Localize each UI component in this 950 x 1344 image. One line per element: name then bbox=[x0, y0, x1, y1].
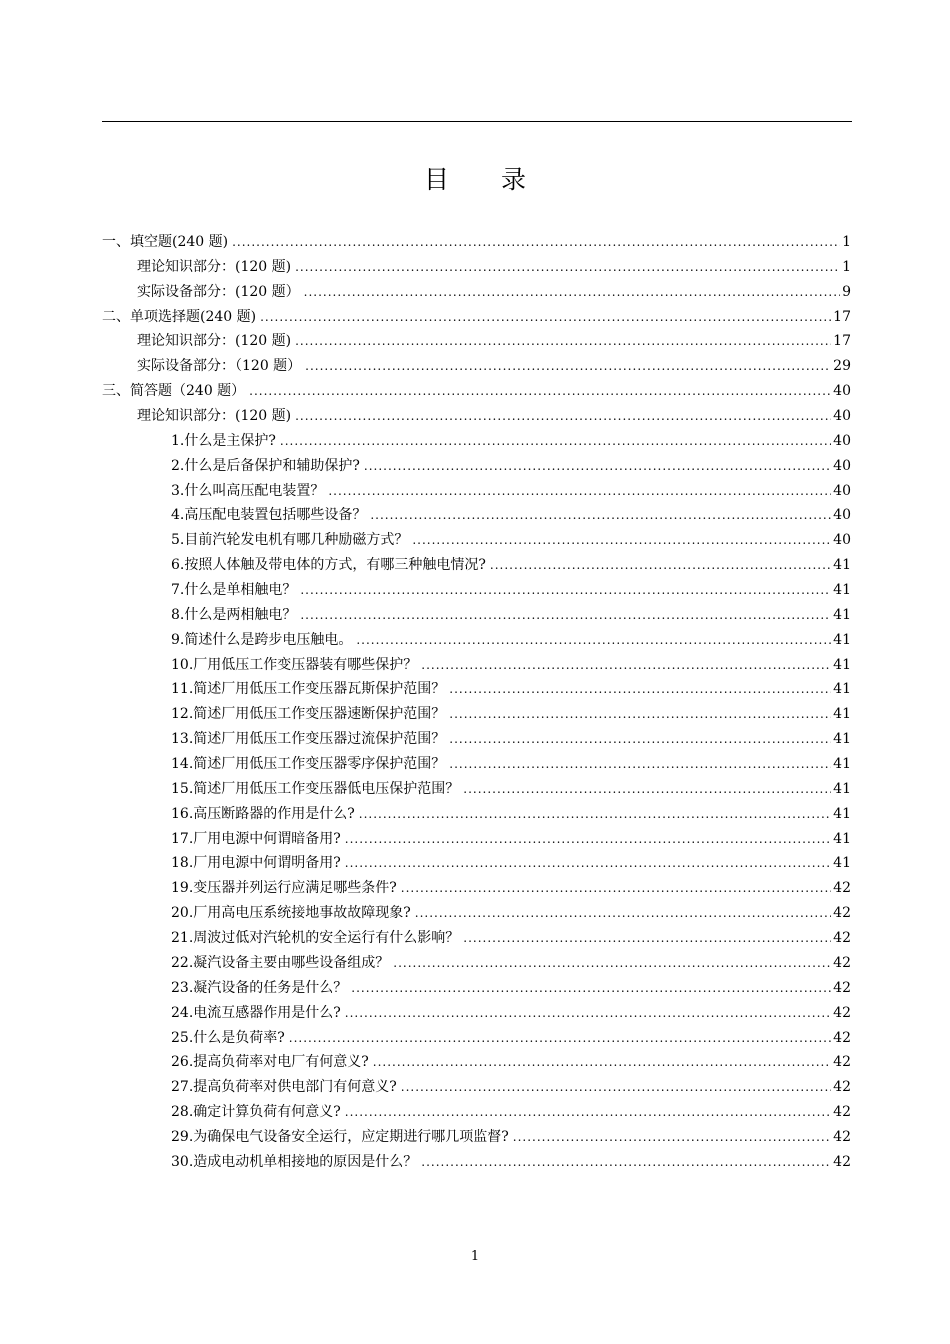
toc-entry-label: 什么是负荷率? bbox=[193, 1029, 285, 1046]
toc-entry[interactable] bbox=[102, 653, 851, 678]
toc-entry-number: 3. bbox=[171, 482, 185, 499]
toc-entry[interactable] bbox=[102, 752, 851, 777]
toc-entry-label: 高压配电装置包括哪些设备？ bbox=[184, 507, 367, 524]
toc-entry[interactable] bbox=[102, 951, 851, 976]
toc-entry-label: 理论知识部分：(120 题) bbox=[137, 408, 292, 425]
toc-entry-page: 17 bbox=[833, 333, 851, 350]
toc-entry-page: 42 bbox=[833, 1153, 851, 1170]
toc-leader-dots bbox=[356, 628, 831, 652]
toc-entry-page: 42 bbox=[833, 979, 851, 996]
toc-entry-number: 22. bbox=[171, 954, 194, 971]
toc-entry-number: 9. bbox=[171, 631, 185, 648]
toc-entry-label: 厂用低压工作变压器装有哪些保护？ bbox=[193, 656, 418, 673]
toc-entry[interactable] bbox=[102, 1026, 851, 1051]
toc-entry-label: 简述厂用低压工作变压器低电压保护范围？ bbox=[193, 780, 460, 797]
toc-entry-label: 实际设备部分：(120 题） bbox=[137, 283, 300, 300]
toc-entry[interactable] bbox=[102, 454, 851, 479]
toc-entry-page: 41 bbox=[833, 631, 851, 648]
toc-entry[interactable] bbox=[102, 379, 851, 404]
toc-entry-page: 40 bbox=[833, 482, 851, 499]
toc-entry-page: 42 bbox=[833, 954, 851, 971]
toc-entry-label: 周波过低对汽轮机的安全运行有什么影响？ bbox=[193, 930, 460, 947]
toc-leader-dots bbox=[490, 553, 831, 577]
toc-entry-number: 23. bbox=[171, 979, 194, 996]
toc-entry-page: 41 bbox=[833, 681, 851, 698]
toc-entry-number: 13. bbox=[171, 731, 194, 748]
toc-entry-number: 14. bbox=[171, 756, 194, 773]
toc-leader-dots bbox=[463, 777, 831, 801]
toc-entry-page: 42 bbox=[833, 880, 851, 897]
toc-leader-dots bbox=[289, 1026, 831, 1050]
toc-entry[interactable] bbox=[102, 926, 851, 951]
toc-entry-label: 凝汽设备的任务是什么？ bbox=[193, 979, 348, 996]
toc-entry-number: 21. bbox=[171, 930, 194, 947]
toc-leader-dots bbox=[415, 901, 831, 925]
toc-leader-dots bbox=[373, 1050, 831, 1074]
toc-leader-dots bbox=[401, 1075, 831, 1099]
page-number: 1 bbox=[470, 1249, 480, 1264]
toc-entry[interactable] bbox=[102, 976, 851, 1001]
toc-entry-label: 什么叫高压配电装置？ bbox=[184, 482, 325, 499]
toc-entry-number: 28. bbox=[171, 1104, 194, 1121]
toc-entry-label: 简述厂用低压工作变压器零序保护范围？ bbox=[193, 756, 446, 773]
toc-entry-page: 29 bbox=[833, 358, 851, 375]
toc-leader-dots bbox=[449, 752, 831, 776]
toc-entry-page: 41 bbox=[833, 557, 851, 574]
toc-entry-label: 二、单项选择题(240 题) bbox=[102, 308, 257, 325]
toc-entry-label: 提高负荷率对电厂有何意义? bbox=[193, 1054, 369, 1071]
toc-entry[interactable] bbox=[102, 329, 851, 354]
toc-leader-dots bbox=[364, 454, 831, 478]
toc-entry-number: 15. bbox=[171, 780, 194, 797]
toc-leader-dots bbox=[449, 727, 831, 751]
toc-entry[interactable] bbox=[102, 479, 851, 504]
toc-entry-page: 40 bbox=[833, 383, 851, 400]
toc-leader-dots bbox=[304, 280, 840, 304]
toc-entry-number: 19. bbox=[171, 880, 194, 897]
toc-entry[interactable] bbox=[102, 1075, 851, 1100]
toc-entry-label: 凝汽设备主要由哪些设备组成？ bbox=[193, 954, 390, 971]
toc-entry-page: 41 bbox=[833, 731, 851, 748]
toc-leader-dots bbox=[449, 677, 831, 701]
toc-entry-page: 40 bbox=[833, 432, 851, 449]
toc-leader-dots bbox=[421, 653, 831, 677]
toc-entry-label: 变压器并列运行应满足哪些条件? bbox=[193, 880, 397, 897]
toc-leader-dots bbox=[345, 1100, 831, 1124]
toc-entry-label: 电流互感器作用是什么? bbox=[193, 1004, 341, 1021]
toc-leader-dots bbox=[328, 479, 831, 503]
header-rule bbox=[102, 121, 852, 122]
toc-leader-dots bbox=[260, 305, 831, 329]
toc-entry-page: 42 bbox=[833, 905, 851, 922]
toc-leader-dots bbox=[305, 354, 831, 378]
toc-leader-dots bbox=[359, 802, 831, 826]
toc-entry-page: 9 bbox=[842, 283, 851, 300]
toc-entry[interactable] bbox=[102, 578, 851, 603]
toc-entry-label: 厂用电源中何谓明备用? bbox=[193, 855, 341, 872]
toc-entry-page: 40 bbox=[833, 408, 851, 425]
toc-entry[interactable] bbox=[102, 802, 851, 827]
toc-leader-dots bbox=[295, 404, 831, 428]
toc-entry[interactable] bbox=[102, 603, 851, 628]
toc-entry-page: 17 bbox=[833, 308, 851, 325]
toc-leader-dots bbox=[513, 1125, 831, 1149]
toc-entry[interactable] bbox=[102, 503, 851, 528]
toc-entry-page: 40 bbox=[833, 507, 851, 524]
toc-leader-dots bbox=[300, 578, 831, 602]
toc-entry[interactable] bbox=[102, 1001, 851, 1026]
toc-entry[interactable] bbox=[102, 404, 851, 429]
toc-entry-page: 40 bbox=[833, 457, 851, 474]
toc-entry-label: 高压断路器的作用是什么? bbox=[193, 805, 355, 822]
toc-entry-number: 16. bbox=[171, 805, 194, 822]
toc-leader-dots bbox=[300, 603, 831, 627]
toc-entry[interactable] bbox=[102, 528, 851, 553]
toc-entry[interactable] bbox=[102, 255, 851, 280]
toc-entry-number: 11. bbox=[171, 681, 194, 698]
toc-entry-number: 2. bbox=[171, 457, 185, 474]
toc-entry-number: 26. bbox=[171, 1054, 194, 1071]
toc-entry-number: 12. bbox=[171, 706, 194, 723]
toc-entry-number: 25. bbox=[171, 1029, 194, 1046]
toc-entry[interactable] bbox=[102, 827, 851, 852]
toc-entry[interactable] bbox=[102, 1100, 851, 1125]
toc-entry[interactable] bbox=[102, 305, 851, 330]
toc-entry-page: 41 bbox=[833, 805, 851, 822]
toc-entry[interactable] bbox=[102, 230, 851, 255]
toc-entry-label: 什么是后备保护和辅助保护? bbox=[184, 457, 360, 474]
toc-leader-dots bbox=[345, 1001, 831, 1025]
toc-entry-number: 6. bbox=[171, 557, 185, 574]
toc-leader-dots bbox=[401, 876, 831, 900]
toc-entry-label: 什么是单相触电？ bbox=[184, 582, 297, 599]
toc-entry-page: 41 bbox=[833, 756, 851, 773]
toc-leader-dots bbox=[249, 379, 831, 403]
toc-entry[interactable] bbox=[102, 727, 851, 752]
toc-leader-dots bbox=[421, 1150, 831, 1174]
toc-entry-number: 5. bbox=[171, 532, 185, 549]
page-title: 目 录 bbox=[424, 165, 548, 194]
toc-entry-label: 为确保电气设备安全运行，应定期进行哪几项监督? bbox=[193, 1128, 509, 1145]
toc-entry-page: 41 bbox=[833, 656, 851, 673]
toc-entry-number: 30. bbox=[171, 1153, 194, 1170]
toc-entry-number: 7. bbox=[171, 582, 185, 599]
toc-entry-label: 造成电动机单相接地的原因是什么？ bbox=[193, 1153, 418, 1170]
toc-entry[interactable] bbox=[102, 354, 851, 379]
toc-entry-number: 8. bbox=[171, 606, 185, 623]
toc-entry-page: 1 bbox=[842, 258, 851, 275]
toc-entry[interactable] bbox=[102, 280, 851, 305]
toc-entry[interactable] bbox=[102, 628, 851, 653]
toc-entry[interactable] bbox=[102, 702, 851, 727]
toc-entry-label: 实际设备部分：（120 题） bbox=[137, 358, 302, 375]
toc-entry-label: 提高负荷率对供电部门有何意义? bbox=[193, 1079, 397, 1096]
toc-entry-page: 42 bbox=[833, 1054, 851, 1071]
toc-leader-dots bbox=[280, 429, 831, 453]
toc-leader-dots bbox=[412, 528, 831, 552]
toc-entry-number: 10. bbox=[171, 656, 194, 673]
toc-entry-page: 42 bbox=[833, 1128, 851, 1145]
toc-leader-dots bbox=[370, 503, 831, 527]
toc-entry-label: 什么是两相触电？ bbox=[184, 606, 297, 623]
toc-entry-label: 按照人体触及带电体的方式，有哪三种触电情况? bbox=[184, 557, 486, 574]
toc-entry-label: 厂用高电压系统接地事故故障现象? bbox=[193, 905, 411, 922]
toc-entry[interactable] bbox=[102, 677, 851, 702]
toc-leader-dots bbox=[232, 230, 840, 254]
toc-entry-label: 三、简答题（240 题） bbox=[102, 383, 246, 400]
toc-entry[interactable] bbox=[102, 876, 851, 901]
toc-entry-label: 简述什么是跨步电压触电。 bbox=[184, 631, 353, 648]
toc-entry[interactable] bbox=[102, 553, 851, 578]
toc-entry-number: 27. bbox=[171, 1079, 194, 1096]
toc-entry-number: 1. bbox=[171, 432, 185, 449]
toc-entry-label: 简述厂用低压工作变压器速断保护范围？ bbox=[193, 706, 446, 723]
toc-entry-page: 41 bbox=[833, 855, 851, 872]
toc-entry-label: 简述厂用低压工作变压器过流保护范围？ bbox=[193, 731, 446, 748]
toc-entry-number: 17. bbox=[171, 830, 194, 847]
toc-leader-dots bbox=[345, 851, 831, 875]
toc-entry-page: 41 bbox=[833, 606, 851, 623]
toc-entry-label: 理论知识部分：(120 题) bbox=[137, 333, 292, 350]
toc-entry-page: 41 bbox=[833, 830, 851, 847]
toc-leader-dots bbox=[351, 976, 831, 1000]
toc-entry[interactable] bbox=[102, 1150, 851, 1175]
toc-entry[interactable] bbox=[102, 429, 851, 454]
toc-entry-page: 42 bbox=[833, 1029, 851, 1046]
toc-entry-page: 42 bbox=[833, 1004, 851, 1021]
toc-entry-page: 42 bbox=[833, 930, 851, 947]
toc-entry-label: 厂用电源中何谓暗备用? bbox=[193, 830, 341, 847]
toc-entry[interactable] bbox=[102, 777, 851, 802]
toc-entry-number: 24. bbox=[171, 1004, 194, 1021]
toc-entry[interactable] bbox=[102, 1125, 851, 1150]
toc-entry-page: 41 bbox=[833, 582, 851, 599]
toc-entry-label: 目前汽轮发电机有哪几种励磁方式？ bbox=[184, 532, 409, 549]
toc-leader-dots bbox=[449, 702, 831, 726]
toc-leader-dots bbox=[295, 255, 840, 279]
toc-entry-page: 41 bbox=[833, 706, 851, 723]
toc-leader-dots bbox=[345, 827, 831, 851]
toc-entry-label: 简述厂用低压工作变压器瓦斯保护范围？ bbox=[193, 681, 446, 698]
toc-entry-number: 29. bbox=[171, 1128, 194, 1145]
toc-entry-label: 理论知识部分：(120 题) bbox=[137, 258, 292, 275]
toc-entry-page: 42 bbox=[833, 1079, 851, 1096]
toc-leader-dots bbox=[393, 951, 831, 975]
toc-entry[interactable] bbox=[102, 1050, 851, 1075]
toc-entry-page: 41 bbox=[833, 780, 851, 797]
toc-entry-page: 1 bbox=[842, 234, 851, 250]
toc-entry[interactable] bbox=[102, 851, 851, 876]
toc-leader-dots bbox=[295, 329, 831, 353]
toc-entry-label: 确定计算负荷有何意义? bbox=[193, 1104, 341, 1121]
toc-entry-page: 42 bbox=[833, 1104, 851, 1121]
toc-entry-page: 40 bbox=[833, 532, 851, 549]
toc-entry-number: 18. bbox=[171, 855, 194, 872]
toc-entry-number: 4. bbox=[171, 507, 185, 524]
toc-entry-label: 什么是主保护? bbox=[184, 432, 276, 449]
table-of-contents bbox=[102, 230, 851, 1175]
toc-entry-label: 一、填空题(240 题) bbox=[102, 234, 229, 250]
toc-leader-dots bbox=[463, 926, 831, 950]
toc-entry-number: 20. bbox=[171, 905, 194, 922]
toc-entry[interactable] bbox=[102, 901, 851, 926]
